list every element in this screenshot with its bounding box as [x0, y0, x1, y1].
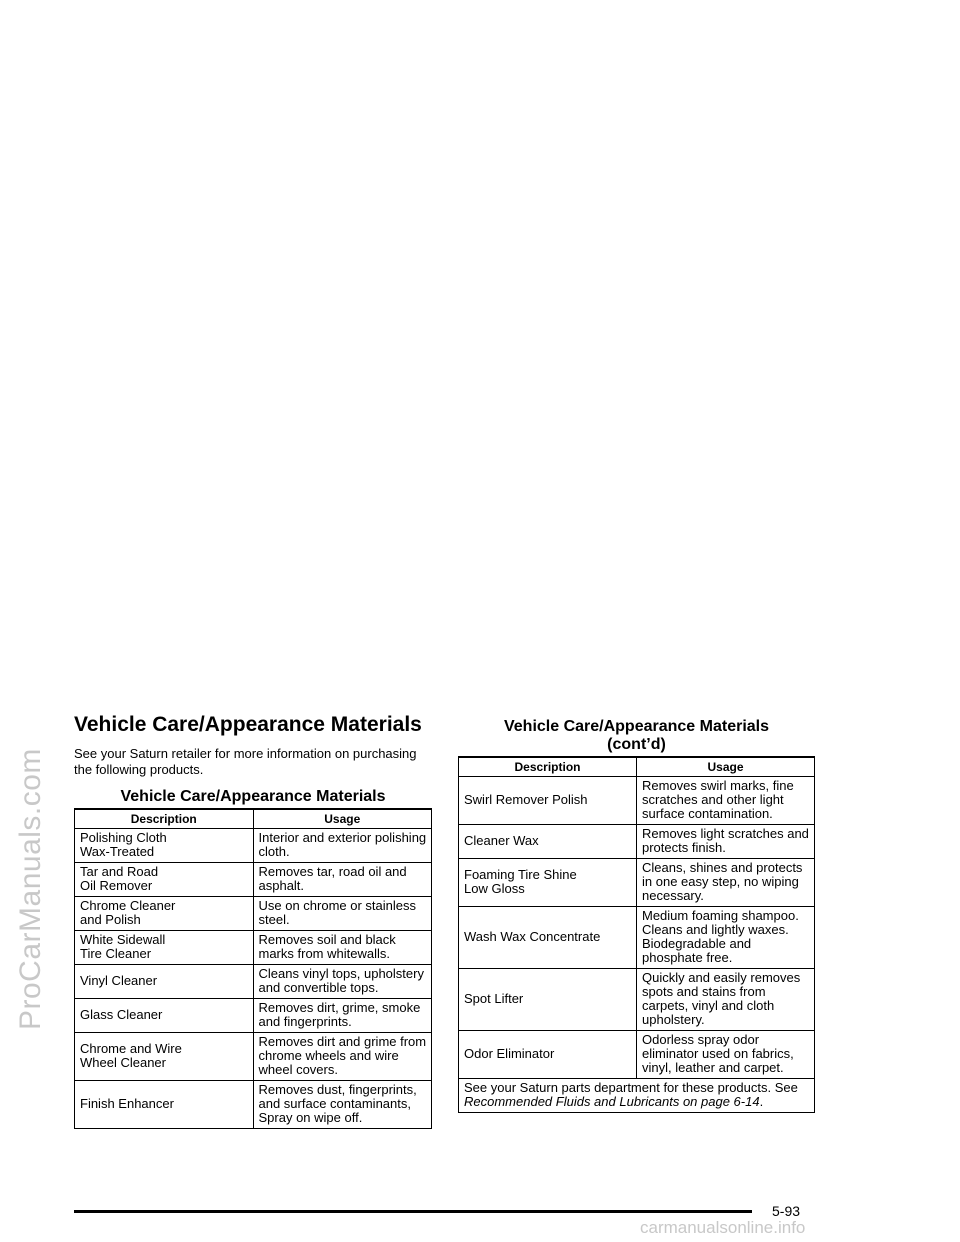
table-header-row — [75, 809, 432, 829]
intro-paragraph: See your Saturn retailer for more information on purchasing the following products. — [74, 746, 417, 777]
cell-usage: Removes dirt, grime, smoke and fingerprints. — [253, 999, 432, 1033]
table-row — [75, 965, 432, 999]
table-header-row — [459, 757, 815, 777]
note-end: . — [759, 1094, 764, 1109]
table-row — [75, 897, 432, 931]
cell-usage: Odorless spray odor eliminator used on fabrics, vinyl, leather and carpet. — [637, 1031, 815, 1079]
cell-usage: Removes light scratches and protects finish. — [637, 825, 815, 859]
table-row — [459, 969, 815, 1031]
cell-description: Odor Eliminator — [459, 1031, 637, 1079]
section-title: Vehicle Care/Appearance Materials — [74, 713, 422, 736]
site-watermark: carmanualsonline.info — [640, 1218, 806, 1237]
table-row — [459, 859, 815, 907]
page-number: 5-93 — [772, 1203, 801, 1219]
cell-description: White Sidewall Tire Cleaner — [75, 931, 254, 965]
table-row — [75, 931, 432, 965]
left-column — [74, 712, 432, 1129]
cell-description: Foaming Tire Shine Low Gloss — [459, 859, 637, 907]
care-table-1 — [74, 808, 432, 1129]
note-link[interactable]: Recommended Fluids and Lubricants on page 6-14 — [464, 1094, 760, 1109]
cell-description: Wash Wax Concentrate — [459, 907, 637, 969]
table-note — [459, 1079, 815, 1113]
table2-title-line2: (cont’d) — [607, 736, 666, 753]
cell-usage: Use on chrome or stainless steel. — [253, 897, 432, 931]
cell-usage: Quickly and easily removes spots and stains from carpets, vinyl and cloth upholstery. — [637, 969, 815, 1031]
cell-description: Finish Enhancer — [75, 1081, 254, 1129]
cell-usage: Removes dust, fingerprints, and surface contaminants, Spray on wipe off. — [253, 1081, 432, 1129]
cell-usage: Removes dirt and grime from chrome wheels and wire wheel covers. — [253, 1033, 432, 1081]
cell-description: Tar and Road Oil Remover — [75, 863, 254, 897]
table-row — [459, 825, 815, 859]
cell-usage: Cleans, shines and protects in one easy step, no wiping necessary. — [637, 859, 815, 907]
cell-usage: Interior and exterior polishing cloth. — [253, 829, 432, 863]
table-row — [75, 999, 432, 1033]
cell-description: Vinyl Cleaner — [75, 965, 254, 999]
table-row — [459, 777, 815, 825]
table-row — [459, 1031, 815, 1079]
cell-description: Chrome Cleaner and Polish — [75, 897, 254, 931]
table2-title-line1: Vehicle Care/Appearance Materials — [503, 718, 770, 735]
table-note-row — [459, 1079, 815, 1113]
note-text: See your Saturn parts department for these products. See — [464, 1080, 798, 1095]
cell-description: Cleaner Wax — [459, 825, 637, 859]
table-row — [75, 1033, 432, 1081]
cell-description: Glass Cleaner — [75, 999, 254, 1033]
table2-title — [458, 718, 815, 754]
header-usage: Usage — [253, 809, 432, 829]
cell-usage: Removes soil and black marks from whitewalls. — [253, 931, 432, 965]
header-usage: Usage — [637, 757, 815, 777]
care-table-2 — [458, 756, 815, 1113]
cell-usage: Removes tar, road oil and asphalt. — [253, 863, 432, 897]
cell-description: Swirl Remover Polish — [459, 777, 637, 825]
table-row — [459, 907, 815, 969]
header-description: Description — [459, 757, 637, 777]
cell-description: Spot Lifter — [459, 969, 637, 1031]
cell-usage: Medium foaming shampoo. Cleans and lightly waxes. Biodegradable and phosphate free. — [637, 907, 815, 969]
table-row — [75, 863, 432, 897]
table-row — [75, 1081, 432, 1129]
footer-rule — [74, 1210, 752, 1213]
table-row — [75, 829, 432, 863]
cell-description: Chrome and Wire Wheel Cleaner — [75, 1033, 254, 1081]
cell-usage: Removes swirl marks, fine scratches and other light surface contamination. — [637, 777, 815, 825]
cell-usage: Cleans vinyl tops, upholstery and convertible tops. — [253, 965, 432, 999]
right-column — [458, 718, 815, 1113]
table1-title: Vehicle Care/Appearance Materials — [120, 788, 386, 805]
header-description: Description — [75, 809, 254, 829]
watermark-text: ProCarManuals.com — [14, 748, 47, 1030]
cell-description: Polishing Cloth Wax-Treated — [75, 829, 254, 863]
